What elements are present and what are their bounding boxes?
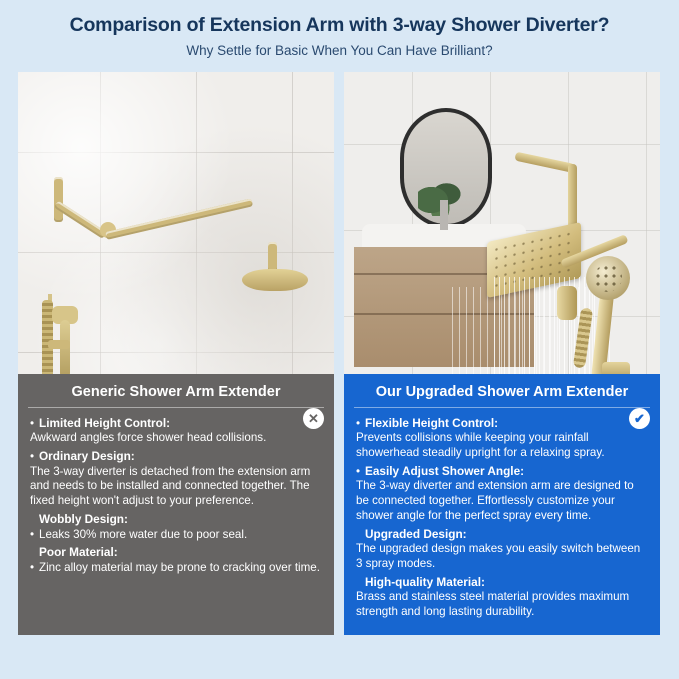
feature-body: The upgraded design makes you easily switch between 3 spray modes.	[356, 542, 641, 571]
feature-item	[30, 449, 322, 509]
bullet-icon: •	[30, 416, 35, 430]
feature-body: Awkward angles force shower head collisions.	[30, 431, 267, 445]
feature-item	[356, 416, 648, 461]
feature-heading: Upgraded Design:	[365, 526, 467, 541]
upgraded-feature-panel	[344, 374, 660, 635]
feature-heading: Poor Material:	[39, 545, 118, 560]
feature-item	[356, 464, 648, 524]
feature-item	[356, 575, 648, 620]
feature-heading: Ordinary Design:	[39, 449, 135, 464]
feature-item	[30, 545, 322, 575]
comparison-columns	[0, 60, 679, 635]
feature-body-text: Leaks 30% more water due to poor seal.	[39, 527, 248, 541]
hand-shower-head-icon	[586, 256, 630, 300]
header	[0, 0, 679, 60]
check-mark-icon: ✔	[629, 408, 650, 429]
feature-heading: Wobbly Design:	[39, 511, 128, 526]
bullet-icon	[30, 546, 39, 561]
bullet-icon	[356, 576, 365, 591]
generic-feature-panel	[18, 374, 334, 635]
upgraded-product-image	[344, 72, 660, 374]
feature-item	[30, 512, 322, 542]
shower-head-drop-icon	[268, 242, 277, 272]
page-subtitle: Why Settle for Basic When You Can Have Brilliant?	[186, 43, 493, 59]
faucet-icon	[440, 200, 448, 230]
rain-shower-head-icon	[242, 269, 308, 291]
x-mark-icon: ✕	[303, 408, 324, 429]
bullet-icon	[356, 528, 365, 543]
bullet-icon: •	[356, 464, 361, 478]
generic-panel-title: Generic Shower Arm Extender	[28, 384, 324, 408]
feature-body: The 3-way diverter and extension arm are designed to be connected together. Effortlessly customize your shower angle for the perfect spray every time.	[356, 479, 634, 522]
page-title: Comparison of Extension Arm with 3-way Shower Diverter?	[69, 14, 610, 36]
feature-heading: Easily Adjust Shower Angle:	[365, 463, 525, 478]
feature-item	[30, 416, 322, 446]
hand-shower-holder-icon	[48, 340, 70, 349]
bullet-icon	[30, 513, 39, 528]
feature-body: Brass and stainless steel material provides maximum strength and long lasting durability.	[356, 590, 630, 619]
generic-product-image	[18, 72, 334, 374]
hand-shower-holder-icon	[602, 362, 630, 374]
bullet-icon: •	[30, 450, 35, 464]
upgraded-panel-title: Our Upgraded Shower Arm Extender	[354, 384, 650, 408]
feature-item	[356, 527, 648, 572]
bullet-icon: •	[30, 561, 35, 575]
feature-heading: Flexible Height Control:	[365, 415, 499, 430]
feature-heading: Limited Height Control:	[39, 415, 171, 430]
feature-body: The 3-way diverter is detached from the extension arm and needs to be installed and connected together. The fixed height won't adjust to your preference.	[30, 464, 311, 508]
feature-body-text: Zinc alloy material may be prone to cracking over time.	[39, 561, 320, 575]
column-generic	[18, 72, 334, 635]
bullet-icon: •	[356, 416, 361, 430]
bullet-icon: •	[30, 527, 35, 541]
three-way-diverter-icon	[557, 286, 577, 320]
feature-body	[30, 561, 322, 576]
feature-body	[30, 528, 322, 543]
feature-heading: High-quality Material:	[365, 574, 485, 589]
column-upgraded	[344, 72, 660, 635]
feature-body: Prevents collisions while keeping your rainfall showerhead steadily upright for a relaxing spray.	[356, 431, 605, 460]
wall-pipe-icon	[54, 177, 63, 222]
